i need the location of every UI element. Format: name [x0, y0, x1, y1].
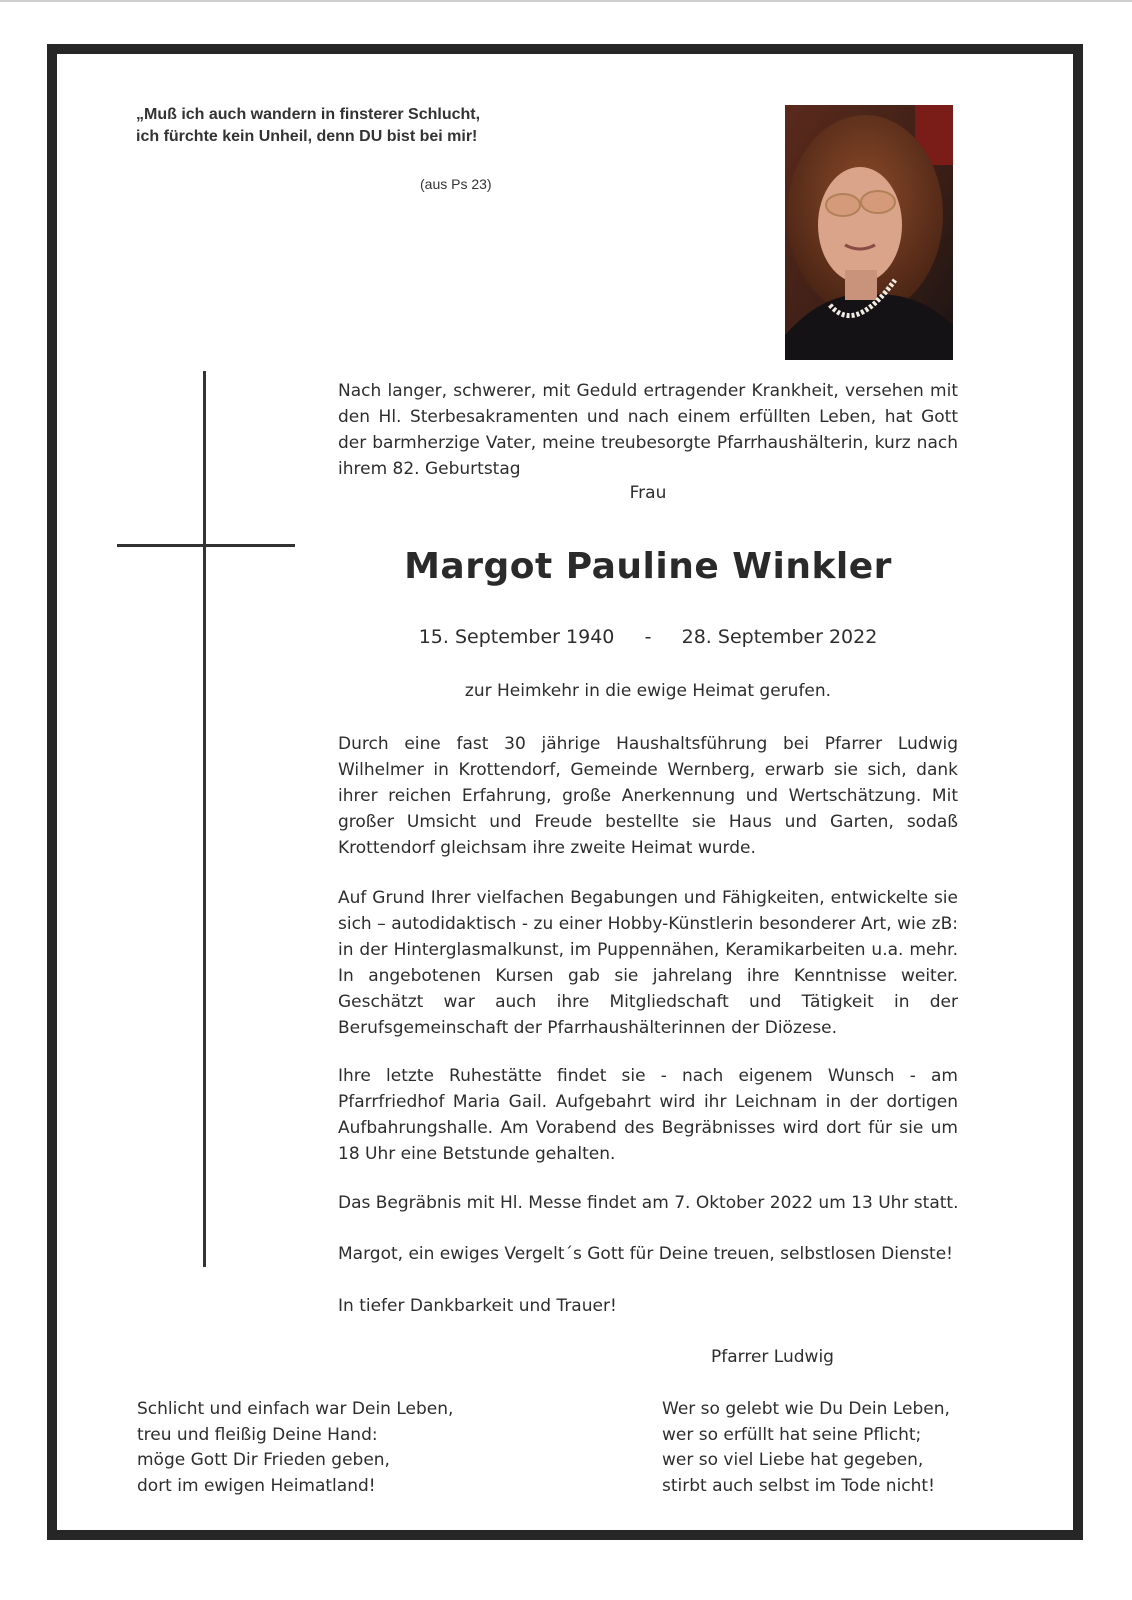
psalm-quote-line-2: ich fürchte kein Unheil, denn DU bist bei mir! — [136, 128, 478, 145]
verse-right-line: wer so viel Liebe hat gegeben, — [662, 1450, 924, 1470]
verse-left-line: dort im ewigen Heimatland! — [137, 1475, 376, 1496]
cross-vertical-bar — [203, 371, 206, 1267]
called-home-text: zur Heimkehr in die ewige Heimat gerufen. — [464, 681, 832, 701]
psalm-quote-line-1: „Muß ich auch wandern in finsterer Schlucht, — [136, 106, 481, 123]
life-dates: 15. September 1940 - 28. September 2022 — [418, 626, 878, 648]
verse-left-line: treu und fleißig Deine Hand: — [137, 1424, 378, 1445]
paragraph-household: Durch eine fast 30 jährige Haushaltsführung bei Pfarrer Ludwig Wilhelmer in Krottendorf, Gemeinde Wernberg, erwarb sie sich, dank ihrer reichen Erfahrung, große Anerkennung und Wertschätzung. Mit großer Umsicht und Freude bestellte sie Haus und Garten, sodaß Krottendorf gleichsam ihre zweite Heimat wurde. — [338, 734, 958, 858]
scan-edge — [0, 0, 1132, 2]
verse-left — [137, 1397, 453, 1499]
verse-right-line: stirbt auch selbst im Tode nicht! — [662, 1475, 935, 1496]
intro-text: Nach langer, schwerer, mit Geduld ertragender Krankheit, versehen mit den Hl. Sterbesakramenten und nach einem erfüllten Leben, hat Gott der barmherzige Vater, meine treubesorgte Pfarrhaushälterin, kurz nach ihrem 82. Geburtstag — [338, 381, 958, 479]
psalm-quote — [136, 104, 556, 148]
verse-left-line: Schlicht und einfach war Dein Leben, — [137, 1399, 454, 1419]
verse-right-line: wer so erfüllt hat seine Pflicht; — [662, 1424, 922, 1445]
mourning-text: In tiefer Dankbarkeit und Trauer! — [338, 1296, 617, 1316]
verse-right-line: Wer so gelebt wie Du Dein Leben, — [662, 1399, 950, 1419]
thanks-text: Margot, ein ewiges Vergelt´s Gott für Deine treuen, selbstlosen Dienste! — [338, 1244, 953, 1264]
portrait-photo — [785, 105, 953, 360]
paragraph-talents: Auf Grund Ihrer vielfachen Begabungen und Fähigkeiten, entwickelte sie sich – autodidaktisch - zu einer Hobby-Künstlerin besonderer Art, wie zB: in der Hinterglasmalkunst, im Puppennähen, Keramikarbeiten u.a. mehr. In angebotenen Kursen gab sie jahrelang ihre Kenntnisse weiter. Geschätzt war auch ihre Mitgliedschaft und Tätigkeit in der Berufsgemeinschaft der Pfarrhaushälterinnen der Diözese. — [338, 888, 958, 1038]
deceased-name: Margot Pauline Winkler — [404, 546, 892, 587]
funeral-info: Das Begräbnis mit Hl. Messe findet am 7. Oktober 2022 um 13 Uhr statt. — [338, 1193, 959, 1213]
signature: Pfarrer Ludwig — [711, 1347, 834, 1367]
psalm-source: (aus Ps 23) — [420, 176, 492, 192]
cross-horizontal-bar — [117, 544, 295, 547]
verse-right — [662, 1397, 950, 1499]
paragraph-resting-place: Ihre letzte Ruhestätte findet sie - nach eigenem Wunsch - am Pfarrfriedhof Maria Gail. Aufgebahrt wird ihr Leichnam in der dortigen Aufbahrungshalle. Am Vorabend des Begräbnisses wird dort für sie um 18 Uhr eine Betstunde gehalten. — [338, 1066, 958, 1164]
verse-left-line: möge Gott Dir Frieden geben, — [137, 1450, 390, 1470]
salutation: Frau — [629, 483, 667, 503]
